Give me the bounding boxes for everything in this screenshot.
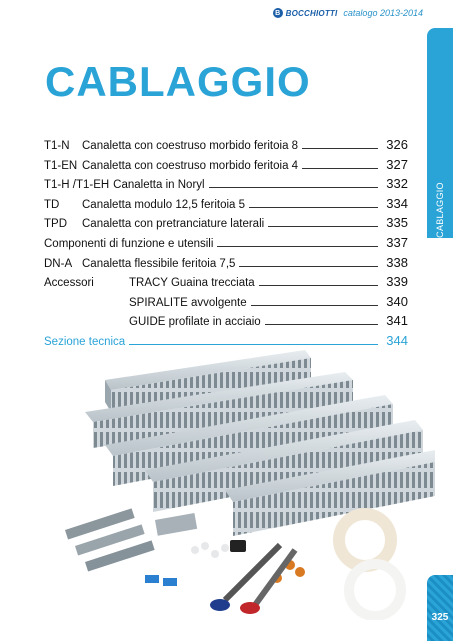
toc-leader-line [265,324,378,325]
toc-description: TRACY Guaina trecciata [129,277,255,290]
toc-entry-t1-en[interactable] [44,157,408,177]
toc-leader-line [259,285,378,286]
toc-leader-line [302,148,378,149]
toc-page-number: 334 [386,195,408,211]
cutting-tools [210,545,295,614]
toc-leader-line [209,187,378,188]
toc-code: T1-EN [44,159,78,172]
toc-entry-dn-a[interactable] [44,255,408,275]
page-title: CABLAGGIO [45,58,311,105]
toc-entry-t1-n[interactable] [44,137,408,157]
table-of-contents [44,137,408,353]
page-number: 325 [431,612,449,623]
toc-page-number: 341 [386,313,408,329]
section-side-tab-label [427,180,453,240]
toc-entry-t1-h[interactable] [44,176,408,196]
toc-page-number: 332 [386,176,408,192]
toc-page-number: 337 [386,234,408,250]
toc-entry-tracy[interactable] [44,274,408,294]
steel-rail-brackets [65,508,197,571]
brand-logo-icon: B [273,8,283,18]
toc-entry-tpd[interactable] [44,215,408,235]
brand-logo [273,8,338,18]
toc-page-number: 335 [386,215,408,231]
toc-leader-line [239,266,378,267]
toc-code: TD [44,198,60,211]
toc-page-number: 326 [386,137,408,152]
toc-page-number: 327 [386,156,408,172]
toc-leader-line [302,168,378,169]
section-side-tab-text: CABLAGGIO [435,182,445,238]
toc-description: Canaletta flessibile feritoia 7,5 [82,257,236,270]
toc-code: T1-H /T1-EH [44,179,110,192]
toc-description: SPIRALITE avvolgente [129,296,247,309]
toc-entry-spiralite[interactable] [44,294,408,314]
toc-leader-line [251,305,378,306]
page-header [273,8,423,18]
toc-leader-line [268,226,378,227]
toc-description: Canaletta modulo 12,5 feritoia 5 [82,198,246,211]
toc-entry-componenti[interactable] [44,235,408,255]
toc-description: Canaletta in Noryl [113,179,205,192]
toc-code: T1-N [44,140,70,152]
toc-leader-line [129,344,378,345]
toc-leader-line [217,246,378,247]
cable-ducts-product-photo [45,350,435,625]
toc-description: Canaletta con coestruso morbido feritoia 4 [82,159,299,172]
toc-description: Sezione tecnica [44,335,126,348]
toc-code: Accessori [44,277,94,290]
toc-entry-guide[interactable] [44,313,408,333]
product-photo-illustration [45,350,435,620]
braided-sleeve-coil [339,514,401,616]
toc-entry-td[interactable] [44,196,408,216]
toc-description: Canaletta con pretranciature laterali [82,218,265,231]
toc-page-number: 344 [386,332,408,348]
toc-description: Canaletta con coestruso morbido feritoia 8 [82,140,299,152]
toc-page-number: 338 [386,254,408,270]
toc-description: GUIDE profilate in acciaio [129,316,261,329]
toc-page-number: 339 [386,274,408,290]
brand-name: BOCCHIOTTI [285,8,338,18]
toc-code: DN-A [44,257,73,270]
toc-page-number: 340 [386,293,408,309]
toc-code: TPD [44,218,67,231]
catalog-label: catalogo 2013-2014 [343,8,423,18]
toc-leader-line [249,207,378,208]
toc-description: Componenti di funzione e utensili [44,237,214,250]
